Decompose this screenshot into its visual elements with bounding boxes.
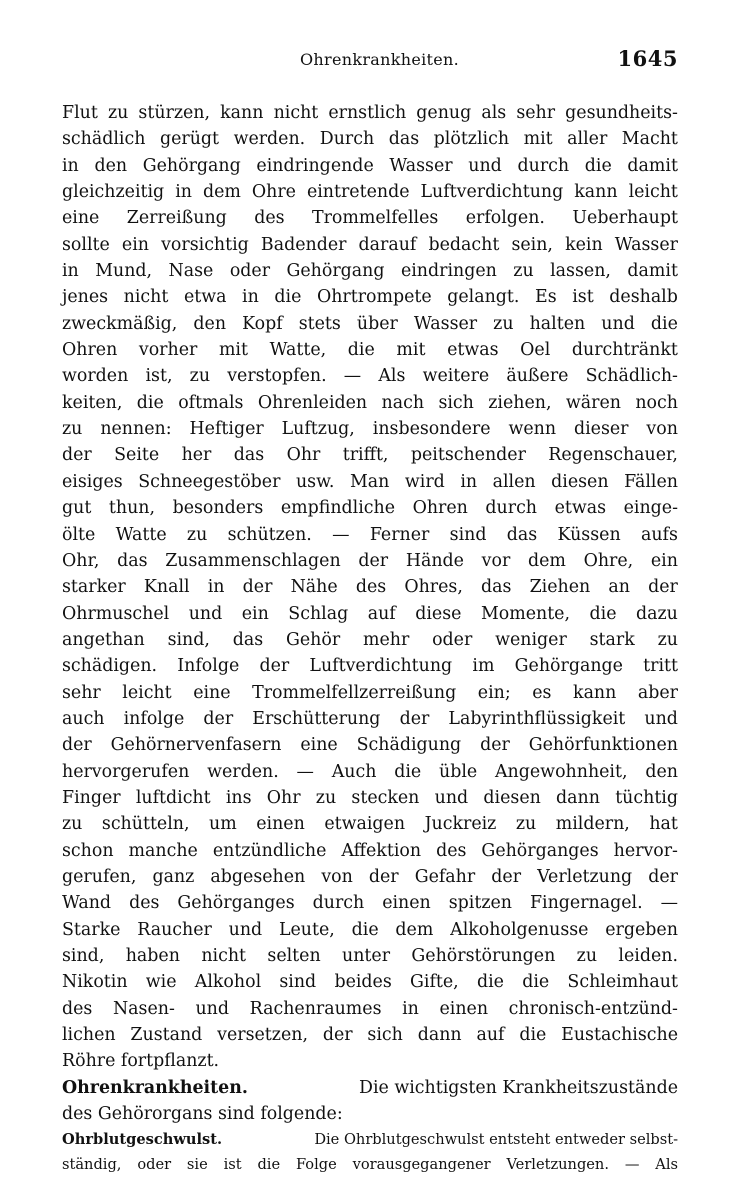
text-line: eine Zerreißung des Trommelfelles erfolgen. Ueberhaupt bbox=[62, 208, 678, 229]
text-line: Wand des Gehörganges durch einen spitzen Fingernagel. — bbox=[62, 893, 678, 914]
text-line: jenes nicht etwa in die Ohrtrompete gelangt. Es ist deshalb bbox=[62, 287, 678, 308]
text-line: gut thun, besonders empfindliche Ohren durch etwas einge- bbox=[62, 498, 678, 519]
text-line: der Gehörnervenfasern eine Schädigung der Gehörfunktionen bbox=[62, 735, 678, 756]
text-line: Starke Raucher und Leute, die dem Alkoholgenusse ergeben bbox=[62, 919, 678, 940]
text-line: Flut zu stürzen, kann nicht ernstlich genug als sehr gesundheits- bbox=[62, 103, 678, 123]
running-head bbox=[62, 46, 678, 82]
subsection-text: Die Ohrblutgeschwulst entsteht entweder selbst- bbox=[314, 1131, 678, 1149]
subsection-heading-line bbox=[62, 1127, 678, 1152]
text-line: der Seite her das Ohr trifft, peitschender Regenschauer, bbox=[62, 445, 678, 466]
text-line: lichen Zustand versetzen, der sich dann auf die Eustachische bbox=[62, 1025, 678, 1046]
text-line: schädigen. Infolge der Luftverdichtung im Gehörgange tritt bbox=[62, 656, 678, 677]
text-line: sehr leicht eine Trommelfellzerreißung ein; es kann aber bbox=[62, 682, 678, 703]
section-intro-line: des Gehörorgans sind folgende: bbox=[62, 1104, 343, 1125]
text-line: schädlich gerügt werden. Durch das plötzlich mit aller Macht bbox=[62, 129, 678, 150]
text-line: Ohrmuschel und ein Schlag auf diese Momente, die dazu bbox=[62, 603, 678, 624]
text-line: schon manche entzündliche Affektion des Gehörganges hervor- bbox=[62, 840, 678, 861]
text-line: Ohr, das Zusammenschlagen der Hände vor dem Ohre, ein bbox=[62, 550, 678, 571]
text-line: in Mund, Nase oder Gehörgang eindringen zu lassen, damit bbox=[62, 261, 678, 282]
section-intro-text: Die wichtigsten Krankheitszustände bbox=[359, 1077, 678, 1098]
text-line-last: Röhre fortpflanzt. bbox=[62, 1051, 220, 1072]
section-heading-line bbox=[62, 1075, 678, 1101]
text-line: worden ist, zu verstopfen. — Als weitere äußere Schädlich- bbox=[62, 366, 678, 387]
text-line: Ohren vorher mit Watte, die mit etwas Oel durchtränkt bbox=[62, 340, 678, 361]
subsection-text-line: ständig, oder sie ist die Folge vorausgegangener Verletzungen. — Als bbox=[62, 1156, 678, 1174]
page-number: 1645 bbox=[617, 46, 678, 71]
text-line: hervorgerufen werden. — Auch die üble Angewohnheit, den bbox=[62, 761, 678, 782]
text-line: sollte ein vorsichtig Badender darauf bedacht sein, kein Wasser bbox=[62, 234, 678, 255]
text-line: gleichzeitig in dem Ohre eintretende Luftverdichtung kann leicht bbox=[62, 182, 678, 203]
text-line: auch infolge der Erschütterung der Labyrinthflüssigkeit und bbox=[62, 708, 678, 729]
text-line: keiten, die oftmals Ohrenleiden nach sich ziehen, wären noch bbox=[62, 392, 678, 413]
text-line: sind, haben nicht selten unter Gehörstörungen zu leiden. bbox=[62, 946, 678, 966]
text-line: zweckmäßig, den Kopf stets über Wasser zu halten und die bbox=[62, 313, 678, 334]
text-line: in den Gehörgang eindringende Wasser und durch die damit bbox=[62, 155, 678, 176]
text-line: Nikotin wie Alkohol sind beides Gifte, die die Schleimhaut bbox=[62, 972, 678, 993]
text-line: zu schütteln, um einen etwaigen Juckreiz zu mildern, hat bbox=[62, 814, 678, 835]
body-text bbox=[62, 100, 678, 1177]
subsection-heading: Ohrblutgeschwulst. bbox=[62, 1131, 223, 1149]
text-line: gerufen, ganz abgesehen von der Gefahr der Verletzung der bbox=[62, 866, 678, 887]
text-line: zu nennen: Heftiger Luftzug, insbesondere wenn dieser von bbox=[62, 419, 678, 440]
text-line: starker Knall in der Nähe des Ohres, das Ziehen an der bbox=[62, 577, 678, 598]
running-title: Ohrenkrankheiten. bbox=[300, 50, 460, 69]
section-heading: Ohrenkrankheiten. bbox=[62, 1077, 248, 1098]
text-line: angethan sind, das Gehör mehr oder weniger stark zu bbox=[62, 629, 678, 650]
text-line: ölte Watte zu schützen. — Ferner sind das Küssen aufs bbox=[62, 524, 678, 545]
text-line: des Nasen- und Rachenraumes in einen chronisch-entzünd- bbox=[62, 998, 678, 1019]
text-line: eisiges Schneegestöber usw. Man wird in allen diesen Fällen bbox=[62, 471, 678, 492]
text-line: Finger luftdicht ins Ohr zu stecken und diesen dann tüchtig bbox=[62, 787, 678, 808]
